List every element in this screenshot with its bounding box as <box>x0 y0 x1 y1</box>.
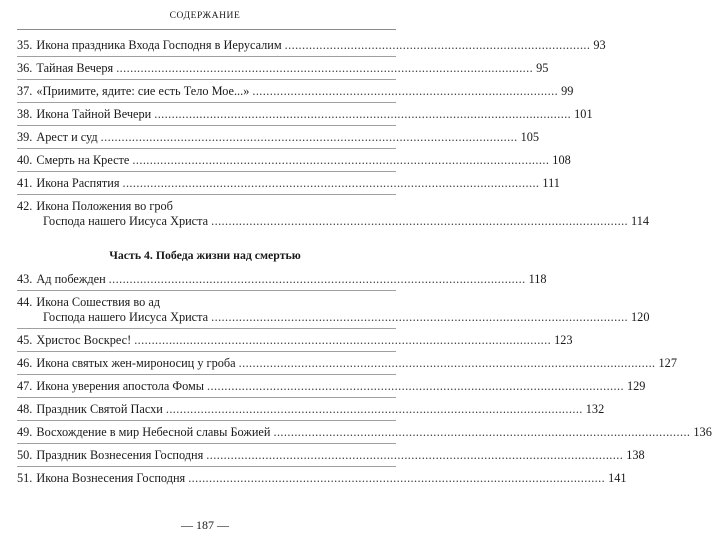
entry-title: Икона святых жен-мироносиц у гроба <box>36 356 236 370</box>
dot-leader: ........................................................................................................................ <box>207 379 624 393</box>
row-divider <box>17 125 396 126</box>
entry-page: 101 <box>574 107 593 121</box>
entry-title: Икона Вознесения Господня <box>36 471 186 485</box>
row-divider <box>17 443 396 444</box>
entry-number: 50. <box>17 448 33 462</box>
toc-entry <box>17 448 645 463</box>
entry-title: «Приимите, ядите: сие есть Тело Мое...» <box>36 84 250 98</box>
toc-entry <box>17 153 571 168</box>
entry-page: 120 <box>631 310 650 324</box>
entry-page: 93 <box>593 38 606 52</box>
page-number: — 187 — <box>181 518 229 532</box>
dot-leader: ........................................................................................ <box>252 84 559 98</box>
toc-entry <box>17 272 547 287</box>
header-rule <box>17 29 396 30</box>
dot-leader: ........................................................................................ <box>284 38 591 52</box>
entry-page: 136 <box>693 425 712 439</box>
entry-number: 39. <box>17 130 33 144</box>
running-head: СОДЕРЖАНИЕ <box>169 11 241 21</box>
row-divider <box>17 420 396 421</box>
entry-number: 47. <box>17 379 33 393</box>
dot-leader: ........................................................................................................................ <box>100 130 518 144</box>
entry-title: Арест и суд <box>36 130 98 144</box>
dot-leader: ........................................................................................................................ <box>188 471 606 485</box>
entry-number: 37. <box>17 84 33 98</box>
dot-leader: ........................................................................................................................ <box>211 214 629 228</box>
row-divider <box>17 56 396 57</box>
row-divider <box>17 351 396 352</box>
row-divider <box>17 79 396 80</box>
dot-leader: ........................................................................................................................ <box>273 425 691 439</box>
row-divider <box>17 328 396 329</box>
dot-leader: ........................................................................................................................ <box>108 272 526 286</box>
dot-leader: ........................................................................................................................ <box>134 333 552 347</box>
entry-title: Икона Распятия <box>36 176 120 190</box>
dot-leader: ........................................................................................................................ <box>165 402 583 416</box>
entry-number: 42. <box>17 199 33 213</box>
entry-number: 49. <box>17 425 33 439</box>
row-divider <box>17 290 396 291</box>
entry-title: Христос Воскрес! <box>36 333 132 347</box>
toc-entry <box>17 130 540 145</box>
dot-leader: ........................................................................................................................ <box>154 107 572 121</box>
row-divider <box>17 171 396 172</box>
entry-title: Икона Тайной Вечери <box>36 107 152 121</box>
toc-entry <box>17 84 574 99</box>
toc-entry <box>17 471 627 486</box>
entry-page: 118 <box>528 272 547 286</box>
entry-page: 123 <box>554 333 573 347</box>
entry-number: 40. <box>17 153 33 167</box>
entry-page: 129 <box>626 379 646 393</box>
dot-leader: ........................................................................................................................ <box>132 153 550 167</box>
entry-title: Смерть на Кресте <box>36 153 130 167</box>
entry-title-continued: Господа нашего Иисуса Христа <box>43 214 209 228</box>
entry-page: 114 <box>631 214 650 228</box>
entry-title: Ад побежден <box>36 272 106 286</box>
entry-page: 105 <box>520 130 540 144</box>
entry-number: 41. <box>17 176 33 190</box>
entry-title: Икона Сошествия во ад <box>36 295 161 309</box>
entry-page: 132 <box>585 402 605 416</box>
toc-entry <box>17 38 606 53</box>
row-divider <box>17 466 396 467</box>
entry-number: 38. <box>17 107 33 121</box>
row-divider <box>17 374 396 375</box>
dot-leader: ........................................................................................................................ <box>206 448 624 462</box>
entry-title-continued: Господа нашего Иисуса Христа <box>43 310 209 324</box>
entry-title: Икона Положения во гроб <box>36 199 173 213</box>
row-divider <box>17 148 396 149</box>
toc-entry <box>17 107 593 122</box>
entry-page: 95 <box>536 61 549 75</box>
entry-page: 138 <box>626 448 645 462</box>
entry-title: Праздник Святой Пасхи <box>36 402 163 416</box>
row-divider <box>17 102 396 103</box>
entry-title: Икона праздника Входа Господня в Иерусалим <box>36 38 282 52</box>
entry-number: 43. <box>17 272 33 286</box>
toc-entry <box>17 295 650 325</box>
entry-number: 36. <box>17 61 33 75</box>
entry-title: Тайная Вечеря <box>36 61 114 75</box>
toc-entry <box>17 425 712 440</box>
dot-leader: ........................................................................................................................ <box>116 61 534 75</box>
part-heading: Часть 4. Победа жизни над смертью <box>109 248 301 262</box>
entry-number: 45. <box>17 333 33 347</box>
toc-entry <box>17 176 560 191</box>
dot-leader: ........................................................................................................................ <box>211 310 629 324</box>
entry-number: 35. <box>17 38 33 52</box>
dot-leader: ........................................................................................................................ <box>238 356 656 370</box>
row-divider <box>17 194 396 195</box>
toc-entry <box>17 356 677 371</box>
entry-title: Восхождение в мир Небесной славы Божией <box>36 425 271 439</box>
entry-title: Икона уверения апостола Фомы <box>36 379 205 393</box>
toc-entry <box>17 61 549 76</box>
entry-page: 108 <box>552 153 571 167</box>
entry-page: 141 <box>608 471 627 485</box>
toc-entry <box>17 199 650 229</box>
toc-entry <box>17 333 573 348</box>
toc-entry <box>17 402 605 417</box>
entry-page: 111 <box>542 176 560 190</box>
entry-page: 99 <box>561 84 574 98</box>
entry-number: 48. <box>17 402 33 416</box>
entry-number: 46. <box>17 356 33 370</box>
entry-page: 127 <box>658 356 677 370</box>
dot-leader: ........................................................................................................................ <box>122 176 540 190</box>
entry-title: Праздник Вознесения Господня <box>36 448 204 462</box>
entry-number: 44. <box>17 295 33 309</box>
toc-entry <box>17 379 646 394</box>
row-divider <box>17 397 396 398</box>
entry-number: 51. <box>17 471 33 485</box>
